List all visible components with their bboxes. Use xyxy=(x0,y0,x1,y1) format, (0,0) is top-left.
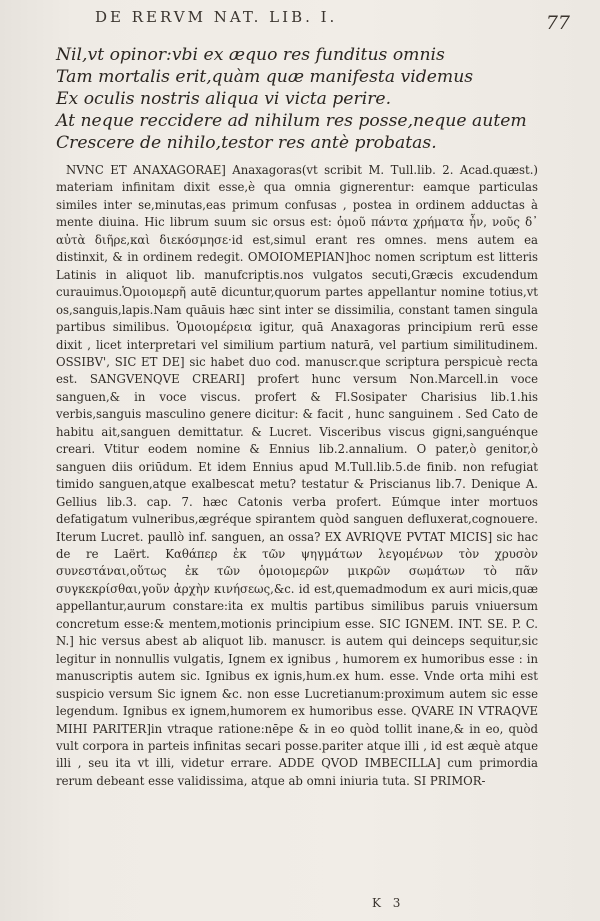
verse-line: Tam mortalis erit,quàm quæ manifesta videmus xyxy=(56,67,474,87)
commentary-text: NVNC ET ANAXAGORAE] Anaxagoras(vt scribit M. Tull.lib. 2. Acad.quæst.) materiam infinitam dixit esse,è qua omnia gignerentur: eamque particulas similes inter se,minutas,eas primum confusas , postea in ordinem adductas à mente diuina. Hic librum suum sic orsus est: ὁμοῦ πάντα χρήματα ἦν, νοῦς δ᾽ αὐτὰ διῆρε,καὶ διεκόσμησε·id est,simul erant res omnes. mens autem ea distinxit, & in ordinem redegit. ΟΜΟΙΟΜΕΡΙΑΝ]hoc nomen scriptum est litteris Latinis in aliquot lib. manufcriptis.nos vulgatos secuti,Græcis excudendum curauimus.Ὁμοιομερῆ autē dicuntur,quorum partes appellantur nomine totius,vt os,sanguis,lapis.Nam quāuis hæc sint inter se dissimilia, constant tamen singula partibus similibus. Ὁμοιομέρεια igitur, quā Anaxagoras principium rerū esse dixit , licet interpretari vel similium partium naturā, vel partium similitudinem. OSSIBV', SIC ET DE] sic habet duo cod. manuscr.que scriptura perspicuè recta est. SANGVENQVE CREARI] profert hunc versum Non.Marcell.in voce sanguen,& in voce viscus. profert & Fl.Sosipater Charisius lib.1.his verbis,sanguis masculino genere dicitur: & facit , hunc sanguinem . Sed Cato de habitu ait,sanguen demittatur. & Lucret. Visceribus viscus gigni,sanguénque creari. Vtitur eodem nomine & Ennius lib.2.annalium. O pater,ò genitor,ò sanguen diis oriūdum. Et idem Ennius apud M.Tull.lib.5.de finib. non refugiat timido sanguen,atque exalbescat metu? testatur & Priscianus lib.7. Denique A. Gellius lib.3. cap. 7. hæc Catonis verba profert. Eúmque inter mortuos defatigatum vulneribus,ægréque spirantem quòd sanguen defluxerat,cognouere. Iterum Lucret. paullò inf. sanguen, an ossa? EX AVRIQVE PVTAT MICIS] sic hac de re Laërt. Καθάπερ ἐκ τῶν ψηγμάτων λεγομένων τὸν χρυσὸν συνεστάναι,οὕτως ἐκ τῶν ὁμοιομερῶν μικρῶν σωμάτων τὸ πᾶν συγκεκρίσθαι,γοῦν ἀρχὴν κινήσεως,&c. id est,quemadmodum ex auri micis,quæ appellantur,aurum constare:ita ex multis partibus similibus paruis vniuersum concretum esse:& mentem,motionis principium esse. SIC IGNEM. INT. SE. P. C. N.] hic versus abest ab aliquot lib. manuscr. is autem qui deinceps sequitur,sic legitur in nonnullis vulgatis, Ignem ex ignibus , humorem ex humoribus esse : in manuscriptis autem sic. Ignibus ex ignis,hum.ex hum. esse. Vnde orta mihi est suspicio versum Sic ignem &c. non esse Lucretianum:proximum autem sic esse legendum. Ignibus ex ignem,humorem ex humoribus esse. QVARE IN VTRAQVE MIHI PARITER]in vtraque ratione:nēpe & in eo quòd tollit inane,& in eo, quòd vult corpora in parteis infinitas secari posse.pariter atque illi , id est æquè atque illi , seu ita vt illi, videtur errare. ADDE QVOD IMBECILLA] cum primordia rerum debeant esse validissima, atque ab omni iniuria tuta. SI PRIMOR- xyxy=(56,163,538,788)
verse-line: At neque reccidere ad nihilum res posse,neque autem xyxy=(56,111,527,131)
verse-block xyxy=(56,44,536,154)
verse-line: Nil,vt opinor:vbi ex æquo res funditus omnis xyxy=(56,45,445,65)
verse-line: Crescere de nihilo,testor res antè probatas. xyxy=(56,133,437,153)
commentary-block xyxy=(56,162,538,790)
running-head xyxy=(95,8,570,38)
verse-line: Ex oculis nostris aliqua vi victa perire. xyxy=(56,89,392,109)
signature-mark: K 3 xyxy=(372,896,405,910)
running-title: DE RERVM NAT. LIB. I. xyxy=(95,8,338,26)
page-number: 77 xyxy=(545,12,570,34)
